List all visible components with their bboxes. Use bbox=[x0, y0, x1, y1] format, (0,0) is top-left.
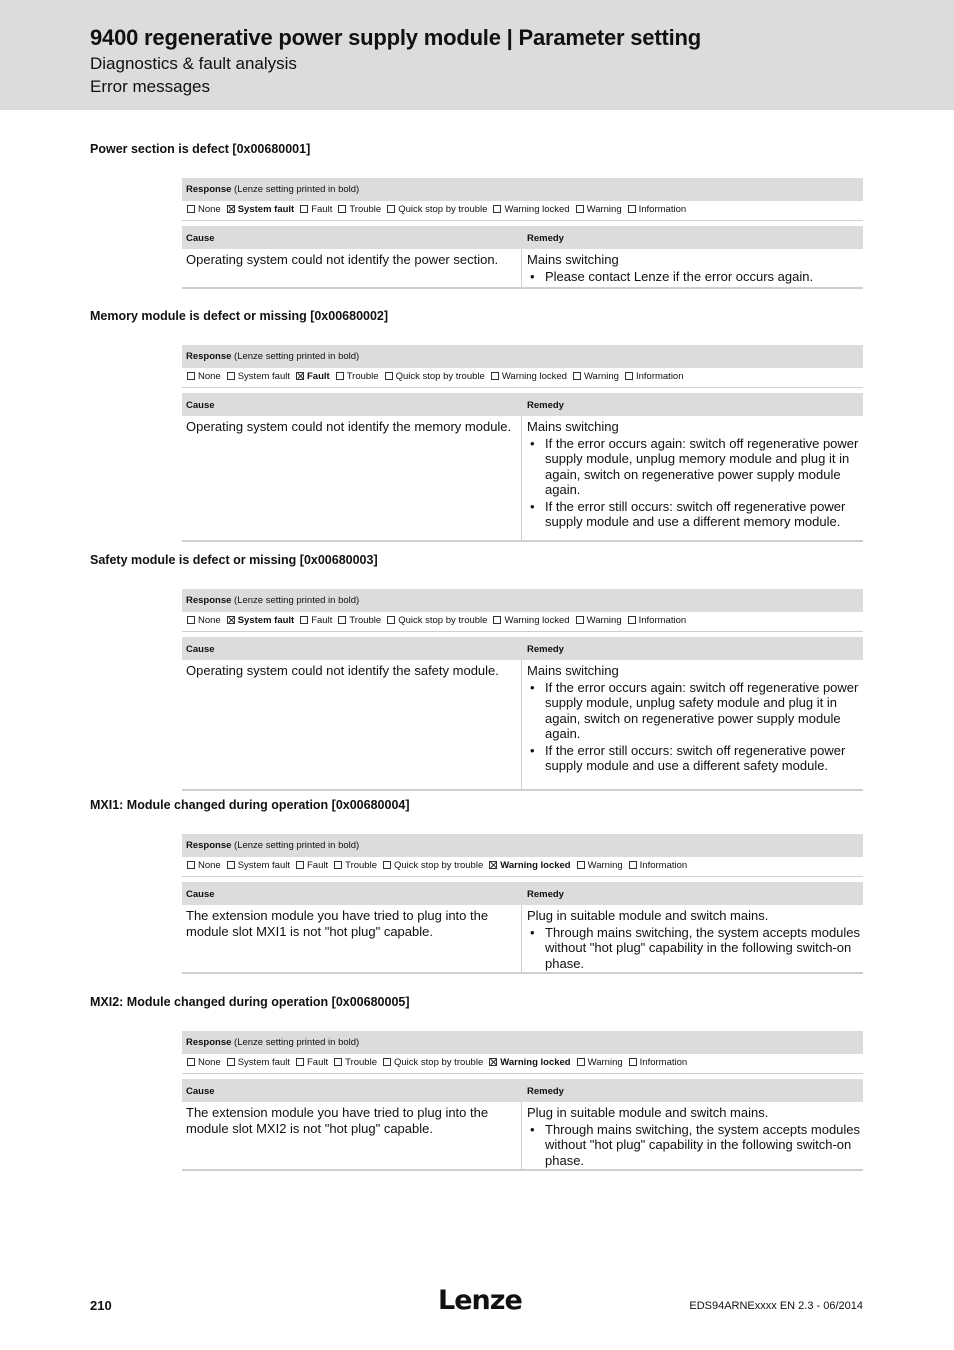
response-option-label: Trouble bbox=[345, 1057, 377, 1068]
response-option bbox=[187, 615, 221, 626]
response-option-label: System fault bbox=[237, 615, 295, 626]
response-option-label: Information bbox=[639, 1057, 688, 1068]
response-option bbox=[576, 204, 622, 215]
remedy-header: Remedy bbox=[527, 644, 564, 655]
remedy-intro: Plug in suitable module and switch mains. bbox=[527, 908, 769, 923]
response-option bbox=[227, 371, 290, 382]
checkbox-icon bbox=[577, 1058, 585, 1066]
checkbox-icon bbox=[338, 616, 346, 624]
response-option-label: System fault bbox=[237, 204, 295, 215]
cause-text: The extension module you have tried to plug into the module slot MXI1 is not "hot plug" capable. bbox=[186, 908, 489, 939]
column-divider bbox=[521, 905, 522, 972]
checkbox-icon bbox=[296, 1058, 304, 1066]
cause-text: Operating system could not identify the power section. bbox=[186, 252, 499, 267]
error-title: MXI1: Module changed during operation [0x00680004] bbox=[90, 798, 410, 812]
remedy-cell bbox=[527, 419, 861, 531]
response-label: Response bbox=[186, 595, 232, 606]
remedy-intro: Mains switching bbox=[527, 663, 619, 678]
response-option-label: Warning bbox=[583, 371, 619, 382]
response-option bbox=[187, 1057, 221, 1068]
checkbox-icon bbox=[227, 372, 235, 380]
remedy-cell bbox=[527, 252, 861, 285]
response-label: Response bbox=[186, 184, 232, 195]
response-header bbox=[182, 1031, 863, 1054]
column-divider bbox=[521, 249, 522, 287]
response-option-label: Quick stop by trouble bbox=[398, 615, 488, 626]
remedy-item: • Please contact Lenze if the error occurs again. bbox=[527, 269, 861, 285]
cause-remedy-row bbox=[182, 660, 863, 791]
checkbox-icon bbox=[493, 205, 501, 213]
column-divider bbox=[521, 416, 522, 540]
checkbox-icon bbox=[383, 1058, 391, 1066]
section-title: Error messages bbox=[90, 77, 210, 96]
error-title: Safety module is defect or missing [0x00680003] bbox=[90, 553, 378, 567]
response-option-label: Information bbox=[635, 371, 684, 382]
checkbox-icon bbox=[576, 616, 584, 624]
cause-header: Cause bbox=[186, 644, 215, 655]
checkbox-icon bbox=[576, 205, 584, 213]
checkbox-icon bbox=[387, 616, 395, 624]
response-option bbox=[338, 204, 381, 215]
remedy-header: Remedy bbox=[527, 233, 564, 244]
checkbox-icon bbox=[187, 1058, 195, 1066]
document-id: EDS94ARNExxxx EN 2.3 - 06/2014 bbox=[689, 1300, 863, 1312]
error-title: Memory module is defect or missing [0x00680002] bbox=[90, 309, 389, 323]
response-option-label: Quick stop by trouble bbox=[395, 371, 485, 382]
cause-header: Cause bbox=[186, 400, 215, 411]
response-header bbox=[182, 834, 863, 857]
response-option-label: Fault bbox=[307, 860, 329, 871]
cause-remedy-header bbox=[182, 637, 863, 660]
response-option-label: Warning locked bbox=[501, 371, 567, 382]
cause-remedy-header bbox=[182, 882, 863, 905]
response-option-label: Trouble bbox=[349, 204, 382, 215]
response-note: (Lenze setting printed in bold) bbox=[231, 840, 360, 851]
cause-remedy-header bbox=[182, 226, 863, 249]
response-option bbox=[334, 1057, 377, 1068]
response-option bbox=[577, 1057, 623, 1068]
response-options bbox=[182, 1054, 863, 1074]
checkbox-icon bbox=[187, 861, 195, 869]
document-title: 9400 regenerative power supply module | Parameter setting bbox=[90, 25, 701, 50]
response-option bbox=[493, 615, 569, 626]
response-option-label: Warning locked bbox=[500, 860, 571, 871]
response-options bbox=[182, 857, 863, 877]
remedy-cell bbox=[527, 663, 861, 775]
response-note: (Lenze setting printed in bold) bbox=[231, 184, 360, 195]
chapter-title: Diagnostics & fault analysis bbox=[90, 54, 297, 73]
cause-text: Operating system could not identify the safety module. bbox=[186, 663, 499, 678]
remedy-list bbox=[527, 925, 861, 972]
column-divider bbox=[521, 660, 522, 789]
response-option-label: Fault bbox=[311, 615, 333, 626]
response-option bbox=[387, 204, 487, 215]
checkbox-icon bbox=[629, 861, 637, 869]
checkbox-icon bbox=[493, 616, 501, 624]
response-option bbox=[227, 204, 295, 215]
remedy-item: • Through mains switching, the system accepts modules without "hot plug" capability in the following switch-on phase. bbox=[527, 925, 861, 972]
response-option bbox=[227, 615, 295, 626]
response-option-label: Fault bbox=[311, 204, 333, 215]
remedy-item: • If the error still occurs: switch off regenerative power supply module and use a different memory module. bbox=[527, 499, 861, 530]
response-option-label: Information bbox=[638, 615, 687, 626]
remedy-item: • If the error still occurs: switch off regenerative power supply module and use a different safety module. bbox=[527, 743, 861, 774]
checkbox-icon bbox=[628, 205, 636, 213]
cause-remedy-row bbox=[182, 249, 863, 289]
response-option bbox=[296, 371, 330, 382]
response-option-label: Warning locked bbox=[504, 204, 570, 215]
response-header bbox=[182, 178, 863, 201]
response-option bbox=[187, 371, 221, 382]
remedy-cell bbox=[527, 1105, 861, 1169]
checked-checkbox-icon bbox=[489, 861, 497, 869]
response-option bbox=[383, 860, 483, 871]
response-option-label: System fault bbox=[237, 1057, 290, 1068]
checkbox-icon bbox=[336, 372, 344, 380]
checkbox-icon bbox=[573, 372, 581, 380]
response-option-label: None bbox=[198, 1057, 221, 1068]
response-option bbox=[625, 371, 684, 382]
response-options bbox=[182, 368, 863, 388]
checkbox-icon bbox=[296, 861, 304, 869]
checked-checkbox-icon bbox=[489, 1058, 497, 1066]
response-option bbox=[300, 204, 332, 215]
response-note: (Lenze setting printed in bold) bbox=[231, 351, 360, 362]
response-option bbox=[187, 204, 221, 215]
response-label: Response bbox=[186, 351, 232, 362]
checkbox-icon bbox=[334, 1058, 342, 1066]
checkbox-icon bbox=[338, 205, 346, 213]
response-option bbox=[489, 1057, 570, 1068]
response-options bbox=[182, 201, 863, 221]
checked-checkbox-icon bbox=[227, 205, 235, 213]
response-option bbox=[227, 1057, 290, 1068]
remedy-item: • If the error occurs again: switch off regenerative power supply module, unplug safety module and plug it in again, switch on regenerative power supply module again. bbox=[527, 680, 861, 742]
response-options bbox=[182, 612, 863, 632]
response-option bbox=[573, 371, 619, 382]
response-option bbox=[334, 860, 377, 871]
response-option-label: None bbox=[198, 615, 221, 626]
error-title: MXI2: Module changed during operation [0x00680005] bbox=[90, 995, 410, 1009]
response-option-label: Quick stop by trouble bbox=[393, 1057, 484, 1068]
checkbox-icon bbox=[383, 861, 391, 869]
response-option bbox=[493, 204, 569, 215]
response-option-label: Information bbox=[638, 204, 687, 215]
response-option bbox=[338, 615, 381, 626]
response-option bbox=[383, 1057, 483, 1068]
checkbox-icon bbox=[625, 372, 633, 380]
response-option bbox=[576, 615, 622, 626]
checkbox-icon bbox=[491, 372, 499, 380]
checkbox-icon bbox=[187, 616, 195, 624]
column-divider bbox=[521, 1102, 522, 1169]
response-option bbox=[187, 860, 221, 871]
cause-remedy-header bbox=[182, 1079, 863, 1102]
response-header bbox=[182, 589, 863, 612]
cause-text: Operating system could not identify the memory module. bbox=[186, 419, 512, 434]
remedy-intro: Plug in suitable module and switch mains. bbox=[527, 1105, 769, 1120]
cause-remedy-row bbox=[182, 416, 863, 542]
response-option bbox=[336, 371, 379, 382]
response-option-label: Warning bbox=[586, 204, 622, 215]
cause-header: Cause bbox=[186, 1086, 215, 1097]
remedy-cell bbox=[527, 908, 861, 972]
remedy-item: • Through mains switching, the system accepts modules without "hot plug" capability in the following switch-on phase. bbox=[527, 1122, 861, 1169]
response-option bbox=[300, 615, 332, 626]
response-option-label: Fault bbox=[307, 1057, 329, 1068]
response-option-label: Fault bbox=[307, 371, 330, 382]
response-option bbox=[629, 1057, 688, 1068]
response-option bbox=[296, 1057, 328, 1068]
cause-remedy-header bbox=[182, 393, 863, 416]
remedy-list bbox=[527, 680, 861, 774]
response-option-label: Warning bbox=[587, 1057, 623, 1068]
remedy-intro: Mains switching bbox=[527, 419, 619, 434]
response-option-label: Warning bbox=[586, 615, 622, 626]
response-option bbox=[628, 204, 687, 215]
remedy-header: Remedy bbox=[527, 1086, 564, 1097]
remedy-intro: Mains switching bbox=[527, 252, 619, 267]
remedy-item: • If the error occurs again: switch off regenerative power supply module, unplug memory module and plug it in again, switch on regenerative power supply module again. bbox=[527, 436, 861, 498]
checkbox-icon bbox=[187, 372, 195, 380]
response-option-label: None bbox=[198, 860, 221, 871]
response-note: (Lenze setting printed in bold) bbox=[231, 1037, 360, 1048]
response-option bbox=[577, 860, 623, 871]
response-option-label: Information bbox=[639, 860, 688, 871]
cause-remedy-row bbox=[182, 1102, 863, 1171]
checkbox-icon bbox=[577, 861, 585, 869]
response-header bbox=[182, 345, 863, 368]
checkbox-icon bbox=[227, 1058, 235, 1066]
response-label: Response bbox=[186, 840, 232, 851]
checkbox-icon bbox=[334, 861, 342, 869]
cause-text: The extension module you have tried to plug into the module slot MXI2 is not "hot plug" capable. bbox=[186, 1105, 489, 1136]
checkbox-icon bbox=[628, 616, 636, 624]
cause-header: Cause bbox=[186, 889, 215, 900]
response-option bbox=[227, 860, 290, 871]
response-option-label: None bbox=[198, 371, 221, 382]
checkbox-icon bbox=[300, 205, 308, 213]
response-option bbox=[489, 860, 570, 871]
cause-remedy-row bbox=[182, 905, 863, 974]
error-title: Power section is defect [0x00680001] bbox=[90, 142, 311, 156]
page-number: 210 bbox=[90, 1298, 112, 1313]
cause-header: Cause bbox=[186, 233, 215, 244]
checkbox-icon bbox=[387, 205, 395, 213]
response-label: Response bbox=[186, 1037, 232, 1048]
checkbox-icon bbox=[187, 205, 195, 213]
checked-checkbox-icon bbox=[227, 616, 235, 624]
response-option-label: System fault bbox=[237, 860, 290, 871]
response-option-label: Quick stop by trouble bbox=[398, 204, 488, 215]
response-option-label: Warning bbox=[587, 860, 623, 871]
page-header bbox=[0, 0, 954, 110]
response-option-label: Warning locked bbox=[504, 615, 570, 626]
response-option-label: Trouble bbox=[346, 371, 379, 382]
response-option bbox=[491, 371, 567, 382]
response-note: (Lenze setting printed in bold) bbox=[231, 595, 360, 606]
checkbox-icon bbox=[227, 861, 235, 869]
remedy-header: Remedy bbox=[527, 889, 564, 900]
checked-checkbox-icon bbox=[296, 372, 304, 380]
response-option bbox=[387, 615, 487, 626]
response-option-label: Trouble bbox=[345, 860, 377, 871]
response-option bbox=[296, 860, 328, 871]
checkbox-icon bbox=[629, 1058, 637, 1066]
response-option-label: System fault bbox=[237, 371, 290, 382]
checkbox-icon bbox=[385, 372, 393, 380]
response-option bbox=[385, 371, 485, 382]
remedy-list bbox=[527, 1122, 861, 1169]
remedy-list bbox=[527, 269, 861, 285]
remedy-list bbox=[527, 436, 861, 530]
response-option-label: Trouble bbox=[349, 615, 382, 626]
remedy-header: Remedy bbox=[527, 400, 564, 411]
response-option-label: None bbox=[198, 204, 221, 215]
lenze-logo: Lenze bbox=[438, 1285, 522, 1316]
response-option-label: Quick stop by trouble bbox=[393, 860, 484, 871]
response-option-label: Warning locked bbox=[500, 1057, 571, 1068]
response-option bbox=[629, 860, 688, 871]
response-option bbox=[628, 615, 687, 626]
checkbox-icon bbox=[300, 616, 308, 624]
